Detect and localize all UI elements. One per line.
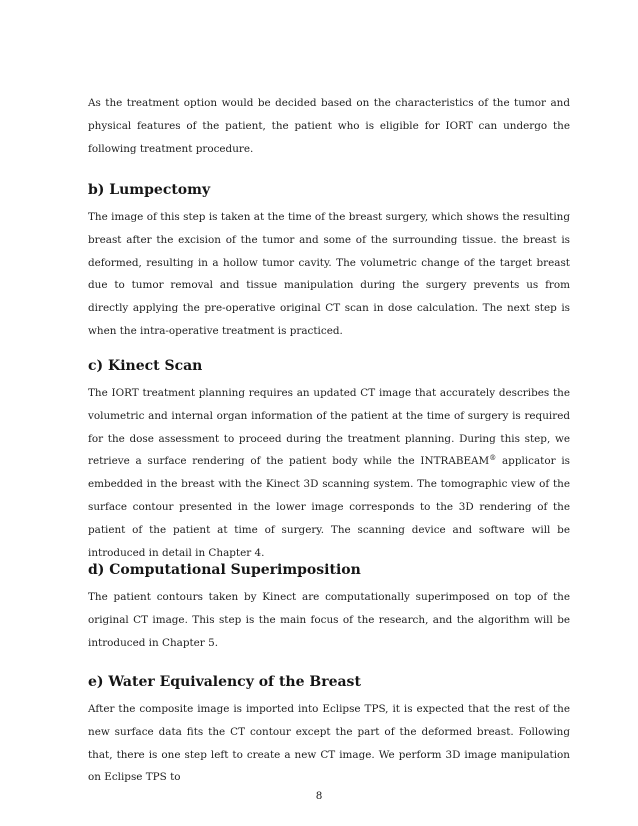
section-heading-water: e) Water Equivalency of the Breast: [88, 674, 361, 690]
kinect-body-part-1: The IORT treatment planning requires an updated CT image that accurately describes the volumetric and internal organ information of the patient at the time of surgery is required for the dose assessment to proceed during the treatment planning. During this step, we retrieve a surface rendering of the patient body while the INTRABEAM: [88, 387, 570, 468]
section-body-kinect: [88, 382, 570, 564]
registered-mark: ®: [489, 454, 497, 463]
intro-paragraph: As the treatment option would be decided based on the characteristics of the tumor and physical features of the patient, the patient who is eligible for IORT can undergo the following treatment procedure.: [88, 97, 570, 155]
section-heading-lumpectomy: b) Lumpectomy: [88, 182, 211, 198]
section-heading-kinect: c) Kinect Scan: [88, 358, 203, 374]
section-body-lumpectomy: The image of this step is taken at the time of the breast surgery, which shows the resulting breast after the excision of the tumor and some of the surrounding tissue. the breast is deformed, resulting in a hollow tumor cavity. The volumetric change of the target breast due to tumor removal and tissue manipulation during the surgery prevents us from directly applying the pre-operative original CT scan in dose calculation. The next step is when the intra-operative treatment is practiced.: [88, 211, 570, 337]
section-body-water: After the composite image is imported into Eclipse TPS, it is expected that the rest of the new surface data fits the CT contour except the part of the deformed breast. Following that, there is one step left to create a new CT image. We perform 3D image manipulation on Eclipse TPS to: [88, 703, 570, 784]
page-number: 8: [315, 790, 323, 802]
kinect-body-part-2: applicator is embedded in the breast with the Kinect 3D scanning system. The tomographic view of the surface contour presented in the lower image corresponds to the 3D rendering of the patient of the patient at time of surgery. The scanning device and software will be introduced in detail in Chapter 4.: [88, 455, 570, 559]
section-body-superimposition: The patient contours taken by Kinect are computationally superimposed on top of the original CT image. This step is the main focus of the research, and the algorithm will be introduced in Chapter 5.: [88, 591, 570, 649]
section-heading-superimposition: d) Computational Superimposition: [88, 562, 361, 578]
